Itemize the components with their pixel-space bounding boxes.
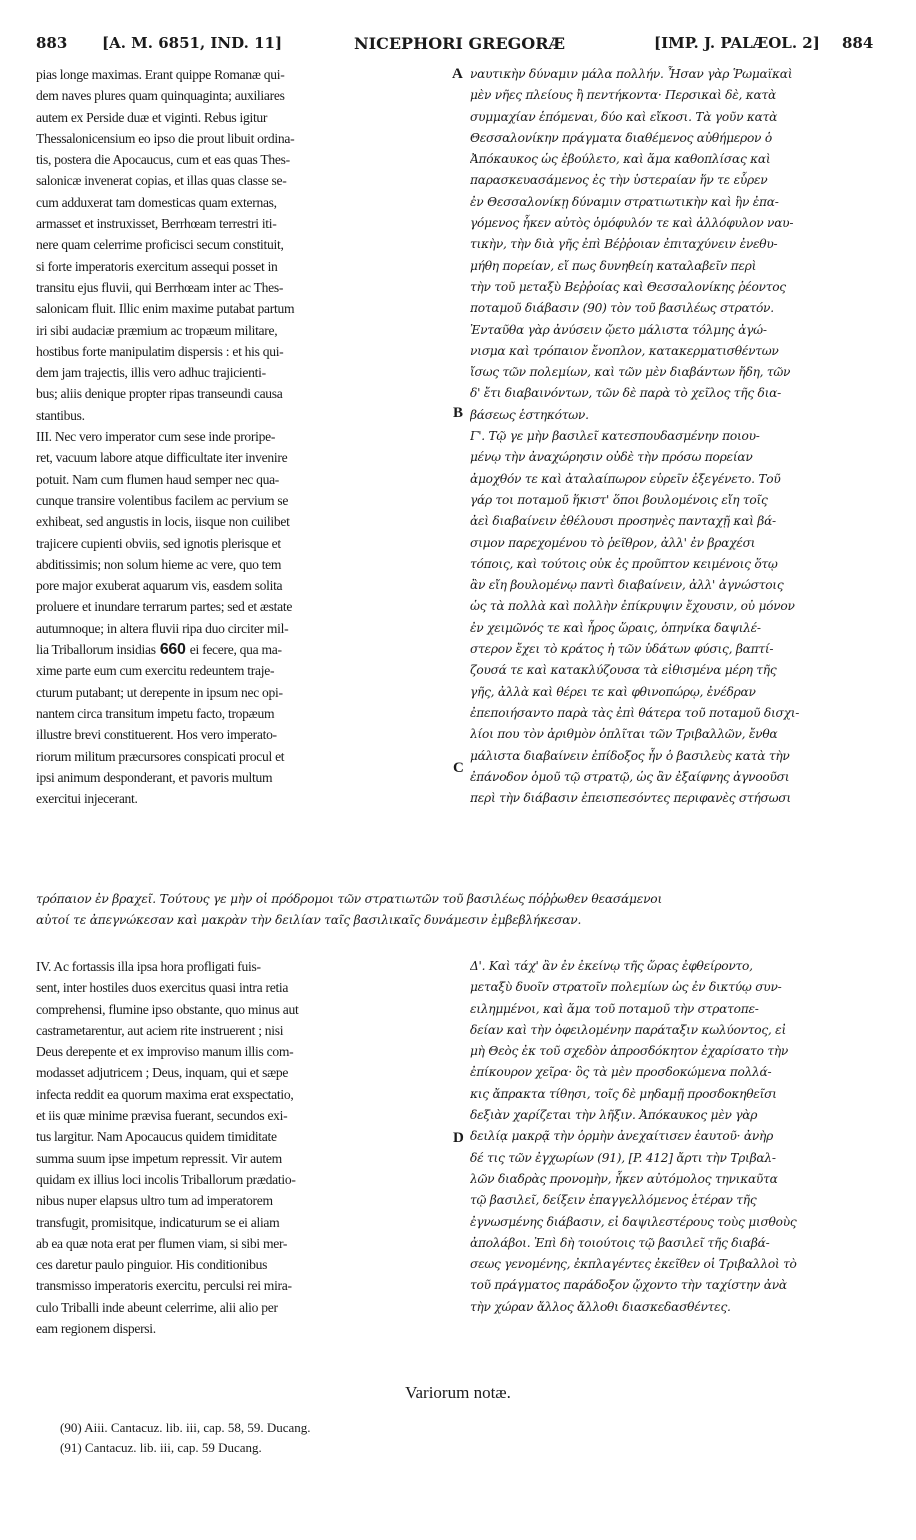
latin-text-line: iri sibi audaciæ præmium ac tropæum militare, <box>36 322 278 338</box>
latin-text-line: riorum militum præcursores conspicati procul et <box>36 748 285 764</box>
header-reference-right: [IMP. J. PALÆOL. 2] <box>654 34 820 52</box>
greek-text-line: νισμα καὶ τρόπαιον ἔνοπλον, κατακερματισθέντων <box>470 343 779 358</box>
latin-text-line: autumnoque; in altera fluvii ripa duo circiter mil- <box>36 620 289 636</box>
latin-text-line: pore major exuberat aquarum vis, easdem solita <box>36 578 283 594</box>
margin-marker-b: B <box>453 405 464 421</box>
latin-text-line: ret, vacuum labore atque difficultate iter invenire <box>36 450 288 466</box>
latin-text-line: comprehensi, flumine ipso obstante, quo minus aut <box>36 1001 299 1017</box>
greek-text-line: ειλημμένοι, καὶ ἅμα τοῦ ποταμοῦ τὴν στρατοπε- <box>470 1001 759 1016</box>
latin-text-line: culo Triballi inde abeunt celerrime, alii alio per <box>36 1299 278 1315</box>
latin-column-bottom <box>36 956 451 1339</box>
latin-text-line: ab ea quæ nota erat per flumen viam, si sibi mer- <box>36 1235 288 1251</box>
greek-text-line: δεξιὰν χαρίζεται τὴν λῆξιν. Ἀπόκαυκος μὲν γὰρ <box>470 1108 758 1123</box>
greek-text-line: ποταμοῦ διάβασιν (90) τὸν τοῦ βασιλέως στρατόν. <box>470 301 774 316</box>
latin-text-line: Thessalonicensium eo ipso die prout libuit ordina- <box>36 130 295 146</box>
greek-text-line: ἀμοχθόν τε καὶ ἀταλαίπωρον εὑρεῖν ἐξεγένετο. Τοῦ <box>470 471 781 486</box>
greek-text-line: μὴ Θεὸς ἐκ τοῦ σχεδὸν ἀπροσδόκητον ἐχαρίσατο τὴν <box>470 1044 789 1059</box>
latin-text-line: transfugit, promisitque, indicaturum se ei aliam <box>36 1214 280 1230</box>
greek-text-line: ἐν Θεσσαλονίκῃ δύναμιν στρατιωτικὴν καὶ ἣν ἐπα- <box>470 194 779 209</box>
latin-text-line: bus; aliis denique propter ripas transeundi causa <box>36 386 283 402</box>
footnote-line: (90) Aiii. Cantacuz. lib. iii, cap. 58, 59. Ducang. <box>60 1420 311 1435</box>
greek-text-line: δέ τις τῶν ἐγχωρίων (91), [P. 412] ἄρτι τὴν Τριβαλ- <box>470 1150 776 1165</box>
greek-text-line: κις ἄπρακτα τίθησι, τοῖς δὲ μηδαμῇ προσδοκηθεῖσι <box>470 1086 777 1101</box>
greek-text-line: ἀεὶ διαβαίνειν ἐθέλουσι προσηνὲς πανταχῇ καὶ βά- <box>470 514 776 529</box>
greek-full-line: τρόπαιον ἐν βραχεῖ. Τούτους γε μὴν οἱ πρόδρομοι τῶν στρατιωτῶν τοῦ βασιλέως πόῤῥωθεν θεασάμενοι <box>36 892 663 906</box>
greek-text-line: Θεσσαλονίκην πράγματα διαθέμενος αὐθήμερον ὁ <box>470 130 772 145</box>
latin-text-line: quidam ex illius loci incolis Triballorum prædatio- <box>36 1171 296 1187</box>
running-title: NICEPHORI GREGORÆ <box>354 34 566 53</box>
notes-title: Variorum notæ. <box>405 1383 511 1402</box>
page-header <box>36 34 882 58</box>
latin-text-line: IV. Ac fortassis illa ipsa hora profligati fuis- <box>36 959 261 974</box>
latin-text-line: sent, inter hostiles duos exercitus quasi intra retia <box>36 980 289 996</box>
latin-text-line: exhibeat, sed angustis in locis, iisque non cuilibet <box>36 514 290 530</box>
greek-text-line: λίοι που τὸν ἀριθμὸν ὁπλῖται τῶν Τριβαλλῶν, ἔνθα <box>470 727 778 742</box>
greek-full-line: αὐτοί τε ἀπεγνώκεσαν καὶ μακρὰν τὴν δειλίαν ταῖς βασιλικαῖς δυνάμεσιν ἐμβεβλήκεσαν. <box>36 913 582 928</box>
greek-text-line: γόμενος ἧκεν αὐτὸς ὁμόφυλόν τε καὶ ἀλλόφυλον ναυ- <box>470 216 794 231</box>
latin-text-line: stantibus. <box>36 407 85 423</box>
latin-text-line: dem jam trajectis, illis vero adhuc trajicienti- <box>36 365 266 381</box>
latin-text-line: transmisso imperatoris exercitu, perculsi rei mira- <box>36 1278 292 1294</box>
page-number-left: 883 <box>36 34 68 52</box>
greek-column-top <box>470 64 882 809</box>
latin-text-line: exercitui injecerant. <box>36 791 138 807</box>
greek-text-line: τικὴν, τὴν διὰ γῆς ἐπὶ Βέῤῥοιαν ἐπιταχύνειν ἐνεθυ- <box>470 237 778 252</box>
greek-column-bottom <box>470 956 882 1318</box>
latin-text-line: si forte imperatoris exercitum assequi posset in <box>36 258 278 274</box>
greek-text-line: ἴσως τῶν πολεμίων, καὶ τῶν μὲν διαβάντων ἤδη, τῶν <box>470 365 791 380</box>
latin-text-line: infecta reddit ea quorum maxima erat exspectatio, <box>36 1086 294 1102</box>
greek-text-line: ἐπάνοδον ὁμοῦ τῷ στρατῷ, ὡς ἂν ἐξαίφνης ἀγνοοῦσι <box>470 769 790 784</box>
greek-text-line: λῶν διαδρὰς προνομὴν, ἧκεν αὐτόμολος τηνικαῦτα <box>470 1171 778 1186</box>
greek-text-line: ὡς τὰ πολλὰ καὶ πολλὴν ἐπίκρυψιν ἔχουσιν, οὐ μόνον <box>470 599 795 614</box>
greek-text-line: ζουσά τε καὶ κατακλύζουσα τὰ εἰθισμένα μέρη τῆς <box>470 663 777 678</box>
greek-text-line: τόποις, καὶ τούτοις οὐκ ἐς προῦπτον κειμένοις ὅτῳ <box>470 556 778 571</box>
greek-text-line: γῆς, ἀλλὰ καὶ θέρει τε καὶ φθινοπώρῳ, ἐνέδραν <box>470 684 756 699</box>
greek-text-line: τοῦ πράγματος παράδοξον ᾤχοντο τὴν ταχίστην ἀνὰ <box>470 1278 787 1293</box>
latin-text-line: castrametarentur, aut aciem rite instruerent ; nisi <box>36 1022 284 1038</box>
latin-text-line: lia Triballorum insidias 660 ei fecere, qua ma- <box>36 641 282 659</box>
latin-text-line: transitu ejus fluvii, qui Berrhœam inter ac Thes- <box>36 279 284 295</box>
latin-text-line: armasset et instruxisset, Berrhœam terrestri iti- <box>36 216 277 232</box>
greek-text-line: Ἀπόκαυκος ὡς ἐβούλετο, καὶ ἅμα καθοπλίσας καὶ <box>470 152 771 167</box>
greek-text-line: δειλίᾳ μακρᾷ τὴν ὁρμὴν ἀνεχαίτισεν ἑαυτοῦ· ἀνὴρ <box>470 1129 774 1144</box>
greek-text-line: ἐν χειμῶνός τε καὶ ἦρος ὥραις, ὁπηνίκα δαψιλέ- <box>470 620 761 635</box>
greek-text-line: μάλιστα διαβαίνειν ἐπίδοξος ἦν ὁ βασιλεὺς κατὰ τὴν <box>470 748 790 763</box>
greek-text-line: ἀπολάβοι. Ἐπὶ δὴ τοιούτοις τῷ βασιλεῖ τῆς διαβά- <box>470 1235 770 1250</box>
greek-text-line: ἐγνωσμένης διάβασιν, εἰ δαψιλεστέρους τοὺς μισθοὺς <box>470 1214 797 1229</box>
latin-text-line: cum adduxerat tam domesticas quam externas, <box>36 194 277 210</box>
footnote-line: (91) Cantacuz. lib. iii, cap. 59 Ducang. <box>60 1440 262 1455</box>
header-reference-left: [A. M. 6851, IND. 11] <box>102 34 283 52</box>
latin-text-line: pias longe maximas. Erant quippe Romanæ qui- <box>36 67 285 82</box>
latin-text-line: ces daretur paulo pinguior. His conditionibus <box>36 1257 268 1273</box>
latin-text-line: cunque transire volentibus facilem ac pervium se <box>36 492 289 508</box>
latin-text-line: hostibus forte manipulatim dispersis : et his qui- <box>36 343 284 359</box>
latin-text-line: potuit. Nam cum flumen haud semper nec qua- <box>36 471 280 487</box>
latin-text-line: autem ex Perside duæ et viginti. Rebus igitur <box>36 109 268 125</box>
greek-text-line: γάρ τοι ποταμοῦ ἥκιστ' ὅποι βουλομένοις εἴη τοῖς <box>470 492 768 507</box>
latin-column-top <box>36 64 451 809</box>
greek-text-line: στερον ἔχει τὸ κράτος ἡ τῶν ὑδάτων φύσις, βαπτί- <box>470 642 774 657</box>
greek-text-line: τὴν χώραν ἄλλος ἄλλοθι διασκεδασθέντες. <box>470 1299 731 1314</box>
greek-text-line: ἐπίκουρον χεῖρα· ὃς τὰ μὲν προσδοκώμενα πολλά- <box>470 1065 772 1080</box>
greek-text-line: σιμον παρεχομένου τὸ ῥεῖθρον, ἀλλ' ἐν βραχέσι <box>470 535 756 550</box>
latin-text-line: et iis quæ minime prævisa fuerant, secundos exi- <box>36 1108 288 1124</box>
notes-list <box>60 1418 860 1458</box>
latin-text-line: illustre brevi constituerent. Hos vero imperato- <box>36 727 277 743</box>
latin-text-line: proluere et inundare terrarum partes; sed et æstate <box>36 599 293 615</box>
greek-text-line: συμμαχίαν ἑπόμεναι, δύο καὶ εἴκοσι. Τὰ γοῦν κατὰ <box>470 109 778 124</box>
latin-text-line: xime parte eum cum exercitu redeuntem traje- <box>36 663 275 679</box>
greek-text-line: ἂν εἴη βουλομένῳ παντὶ διαβαίνειν, ἀλλ' ἀγνώστοις <box>470 578 784 593</box>
greek-text-line: μὲν νῆες πλείους ἢ πεντήκοντα· Περσικαὶ δὲ, κατὰ <box>470 88 776 103</box>
latin-text-line: dem naves plures quam quinquaginta; auxiliares <box>36 88 285 104</box>
latin-text-line: nibus nuper elapsus ultro tum ad imperatorem <box>36 1193 273 1209</box>
latin-line-tail: ei fecere, qua ma- <box>189 642 282 658</box>
latin-text-line: eam regionem dispersi. <box>36 1321 156 1337</box>
greek-text-line: μήθη πορείαν, εἴ πως δυνηθείη καταλαβεῖν περὶ <box>470 258 757 273</box>
greek-text-line: ναυτικὴν δύναμιν μάλα πολλήν. Ἦσαν γὰρ Ῥωμαϊκαὶ <box>470 67 793 81</box>
inline-page-number: 660 <box>155 641 190 659</box>
latin-text-line: nantem circa transitum impetu facto, tropæum <box>36 705 275 721</box>
greek-text-line: μεταξὺ δυοῖν στρατοῖν πολεμίων ὡς ἐν δικτύῳ συν- <box>470 980 782 995</box>
margin-marker-a: A <box>452 66 463 82</box>
greek-full-width <box>36 889 882 932</box>
latin-text-line: modasset adjutricem ; Deus, inquam, qui et sæpe <box>36 1065 289 1081</box>
greek-text-line: ἐπεποιήσαντο παρὰ τὰς ἐπὶ θάτερα τοῦ ποταμοῦ δισχι- <box>470 705 800 720</box>
greek-text-line: δείαν καὶ τὴν ὀφειλομένην παράταξιν κωλύοντος, εἰ <box>470 1022 786 1037</box>
latin-text-line: salonicæ invenerat copias, et illas quas classe se- <box>36 173 287 189</box>
greek-text-line: περὶ τὴν διάβασιν ἐπεισπεσόντες περιφανὲς στήσωσι <box>470 791 791 806</box>
latin-text-line: summa suum ipse impetum repressit. Vir autem <box>36 1150 282 1166</box>
latin-text-line: salonicam fluit. Illic enim maxime putabat partum <box>36 301 295 317</box>
greek-text-line: τὴν τοῦ μεταξὺ Βεῤῥοίας καὶ Θεσσαλονίκης ῥέοντος <box>470 279 786 294</box>
greek-text-line: βάσεως ἑστηκότων. <box>470 407 589 422</box>
greek-text-line: τῷ βασιλεῖ, δείξειν ἐπαγγελλόμενος ἑτέραν τῆς <box>470 1193 757 1208</box>
margin-marker-d: D <box>453 1130 464 1146</box>
greek-text-line: σεως γενομένης, ἐκπλαγέντες ἐκεῖθεν οἱ Τριβαλλοὶ τὸ <box>470 1257 797 1272</box>
latin-text-line: ipsi animum desponderant, et pavoris multum <box>36 769 273 785</box>
page-number-right: 884 <box>842 34 874 52</box>
greek-text-line: μένῳ τὴν ἀναχώρησιν οὐδὲ τὴν πρόσω πορείαν <box>470 450 753 465</box>
latin-text-line: tis, postera die Apocaucus, cum et eas quas Thes- <box>36 152 290 168</box>
latin-text-line: trajicere cupienti obviis, sed ignotis plerisque et <box>36 535 281 551</box>
latin-text-line: nere quam celerrime proficisci secum constituit, <box>36 237 284 253</box>
latin-text-line: cturum putabant; ut derepente in ipsum nec opi- <box>36 684 283 700</box>
greek-text-line: δ' ἔτι διαβαινόντων, τῶν δὲ παρὰ τὸ χεῖλος τῆς δια- <box>470 386 781 401</box>
greek-text-line: Ἐνταῦθα γὰρ ἀνύσειν ᾤετο μάλιστα τόλμης ἀγώ- <box>470 322 767 337</box>
latin-text-line: abditissimis; non solum hieme ac vere, quo tem <box>36 556 282 572</box>
latin-text-line: tus largitur. Nam Apocaucus quidem timiditate <box>36 1129 277 1145</box>
greek-text-line: Δ'. Καὶ τάχ' ἂν ἐν ἐκείνῳ τῆς ὥρας ἐφθείροντο, <box>470 959 753 973</box>
latin-text-line: Deus derepente et ex improviso manum illis com- <box>36 1044 294 1060</box>
latin-text-line: III. Nec vero imperator cum sese inde proripe- <box>36 429 276 445</box>
greek-text-line: Γ'. Τῷ γε μὴν βασιλεῖ κατεσπουδασμένην ποιου- <box>470 429 760 444</box>
greek-text-line: παρασκευασάμενος ἐς τὴν ὑστεραίαν ἥν τε εὗρεν <box>470 173 768 188</box>
margin-marker-c: C <box>453 760 464 776</box>
